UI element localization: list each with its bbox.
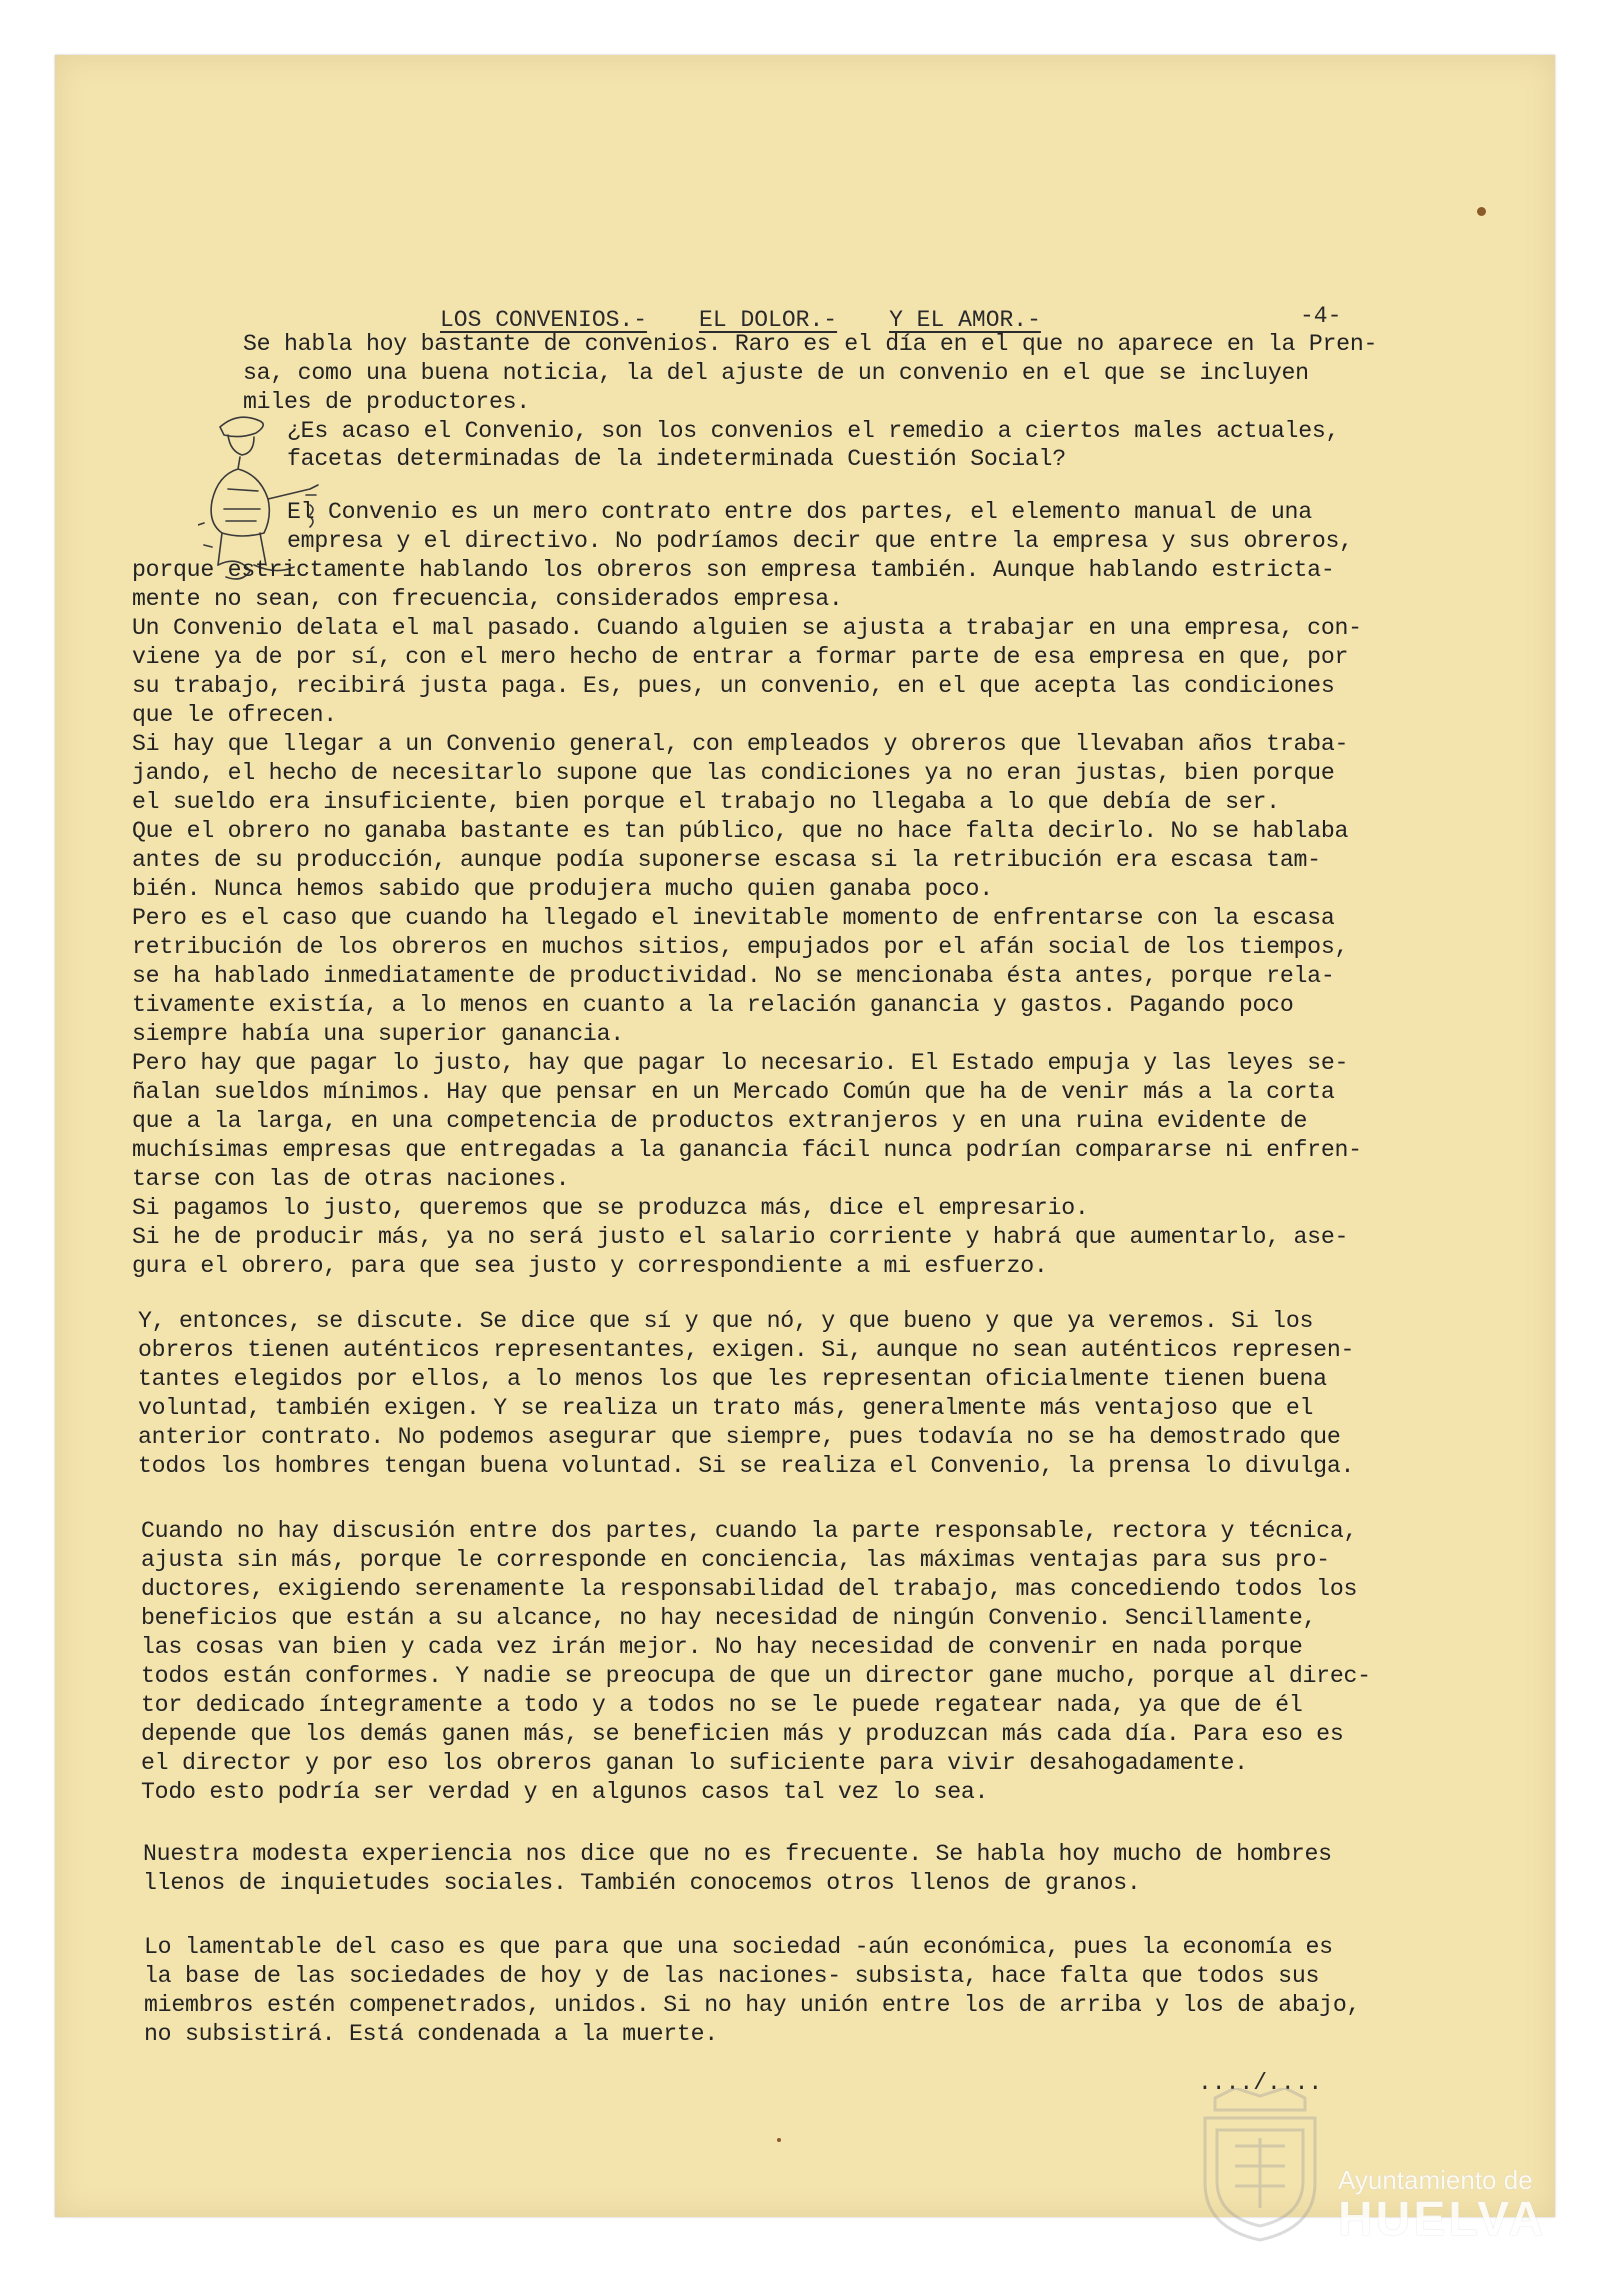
- text-line-29: tarse con las de otras naciones.: [132, 1166, 570, 1192]
- text-line-28: muchísimas empresas que entregadas a la ganancia fácil nunca podrían compararse ni enfren-: [132, 1137, 1362, 1163]
- text-line-13: que le ofrecen.: [132, 702, 337, 728]
- text-line-24: siempre había una superior ganancia.: [132, 1021, 624, 1047]
- watermark-line-2: HUELVA: [1338, 2193, 1547, 2246]
- watermark-line-1: Ayuntamiento de: [1338, 2165, 1533, 2195]
- page-number: -4-: [1300, 303, 1342, 329]
- text-line-53: miembros estén compenetrados, unidos. Si no hay unión entre los de arriba y los de abajo,: [144, 1992, 1361, 2018]
- heading-part-2: EL DOLOR.-: [699, 307, 838, 333]
- text-line-3: miles de productores.: [243, 389, 530, 415]
- text-line-17: Que el obrero no ganaba bastante es tan público, que no hace falta decirlo. No se hablaba: [132, 818, 1349, 844]
- text-line-2: sa, como una buena noticia, la del ajuste de un convenio en el que se incluyen: [243, 360, 1309, 386]
- text-line-21: retribución de los obreros en muchos sitios, empujados por el afán social de los tiempos,: [132, 934, 1349, 960]
- continuation-mark: ..../....: [1198, 2070, 1323, 2096]
- text-line-6: El Convenio es un mero contrato entre dos partes, el elemento manual de una: [287, 499, 1312, 525]
- text-line-32: gura el obrero, para que sea justo y correspondiente a mi esfuerzo.: [132, 1253, 1048, 1279]
- text-line-42: beneficios que están a su alcance, no hay necesidad de ningún Convenio. Sencillamente,: [141, 1605, 1317, 1631]
- text-line-49: Nuestra modesta experiencia nos dice que no es frecuente. Se habla hoy mucho de hombres: [143, 1841, 1332, 1867]
- text-line-7: empresa y el directivo. No podríamos decir que entre la empresa y sus obreros,: [287, 528, 1353, 554]
- ink-spot: [1477, 207, 1486, 216]
- text-line-46: depende que los demás ganen más, se beneficien más y produzcan más cada día. Para eso es: [141, 1721, 1344, 1747]
- text-line-22: se ha hablado inmediatamente de productividad. No se mencionaba ésta antes, porque rela-: [132, 963, 1335, 989]
- text-line-12: su trabajo, recibirá justa paga. Es, pues, un convenio, en el que acepta las condiciones: [132, 673, 1335, 699]
- heading-part-3: Y EL AMOR.-: [889, 307, 1041, 333]
- text-line-20: Pero es el caso que cuando ha llegado el inevitable momento de enfrentarse con la escasa: [132, 905, 1335, 931]
- heading-part-1: LOS CONVENIOS.-: [440, 307, 648, 333]
- text-line-38: todos los hombres tengan buena voluntad. Si se realiza el Convenio, la prensa lo divulga.: [138, 1453, 1355, 1479]
- text-line-41: ductores, exigiendo serenamente la responsabilidad del trabajo, mas concediendo todos los: [141, 1576, 1358, 1602]
- text-line-34: obreros tienen auténticos representantes, exigen. Si, aunque no sean auténticos represen-: [138, 1337, 1355, 1363]
- text-line-19: bién. Nunca hemos sabido que produjera mucho quien ganaba poco.: [132, 876, 993, 902]
- text-line-54: no subsistirá. Está condenada a la muerte.: [144, 2021, 718, 2047]
- text-line-31: Si he de producir más, ya no será justo el salario corriente y habrá que aumentarlo, ase-: [132, 1224, 1349, 1250]
- text-line-9: mente no sean, con frecuencia, considerados empresa.: [132, 586, 843, 612]
- text-line-44: todos están conformes. Y nadie se preocupa de que un director gane mucho, porque al direc-: [141, 1663, 1371, 1689]
- text-line-15: jando, el hecho de necesitarlo supone que las condiciones ya no eran justas, bien porque: [132, 760, 1335, 786]
- text-line-40: ajusta sin más, porque le corresponde en conciencia, las máximas ventajas para sus pro-: [141, 1547, 1330, 1573]
- text-line-23: tivamente existía, a lo menos en cuanto a la relación ganancia y gastos. Pagando poco: [132, 992, 1294, 1018]
- text-line-11: viene ya de por sí, con el mero hecho de entrar a formar parte de esa empresa en que, por: [132, 644, 1349, 670]
- text-line-1: Se habla hoy bastante de convenios. Raro es el día en el que no aparece en la Pren-: [243, 331, 1378, 357]
- article-heading: [440, 307, 1093, 333]
- archive-watermark: [1338, 2165, 1546, 2247]
- text-line-47: el director y por eso los obreros ganan lo suficiente para vivir desahogadamente.: [141, 1750, 1248, 1776]
- text-line-5: facetas determinadas de la indeterminada Cuestión Social?: [287, 446, 1066, 472]
- huelva-coat-of-arms-icon: [1195, 2088, 1325, 2243]
- text-line-36: voluntad, también exigen. Y se realiza un trato más, generalmente más ventajoso que el: [138, 1395, 1314, 1421]
- text-line-4: ¿Es acaso el Convenio, son los convenios el remedio a ciertos males actuales,: [287, 418, 1340, 444]
- text-line-35: tantes elegidos por ellos, a lo menos los que les representan oficialmente tienen buena: [138, 1366, 1327, 1392]
- text-line-50: llenos de inquietudes sociales. También conocemos otros llenos de granos.: [143, 1870, 1141, 1896]
- document-page: [55, 55, 1555, 2217]
- ink-spot: [777, 2138, 781, 2142]
- text-line-14: Si hay que llegar a un Convenio general, con empleados y obreros que llevaban años traba-: [132, 731, 1349, 757]
- text-line-51: Lo lamentable del caso es que para que una sociedad -aún económica, pues la economía es: [144, 1934, 1333, 1960]
- text-line-8: porque estrictamente hablando los obreros son empresa también. Aunque hablando estricta-: [132, 557, 1335, 583]
- text-line-25: Pero hay que pagar lo justo, hay que pagar lo necesario. El Estado empuja y las leyes se-: [132, 1050, 1349, 1076]
- text-line-45: tor dedicado íntegramente a todo y a todos no se le puede regatear nada, ya que de él: [141, 1692, 1303, 1718]
- text-line-43: las cosas van bien y cada vez irán mejor. No hay necesidad de convenir en nada porque: [141, 1634, 1303, 1660]
- text-line-33: Y, entonces, se discute. Se dice que sí y que nó, y que bueno y que ya veremos. Si los: [138, 1308, 1314, 1334]
- text-line-52: la base de las sociedades de hoy y de las naciones- subsista, hace falta que todos sus: [144, 1963, 1320, 1989]
- text-line-37: anterior contrato. No podemos asegurar que siempre, pues todavía no se ha demostrado que: [138, 1424, 1341, 1450]
- text-line-26: ñalan sueldos mínimos. Hay que pensar en un Mercado Común que ha de venir más a la corta: [132, 1079, 1335, 1105]
- text-line-30: Si pagamos lo justo, queremos que se produzca más, dice el empresario.: [132, 1195, 1089, 1221]
- text-line-27: que a la larga, en una competencia de productos extranjeros y en una ruina evidente de: [132, 1108, 1308, 1134]
- text-line-16: el sueldo era insuficiente, bien porque el trabajo no llegaba a lo que debía de ser.: [132, 789, 1280, 815]
- text-line-10: Un Convenio delata el mal pasado. Cuando alguien se ajusta a trabajar en una empresa, con-: [132, 615, 1362, 641]
- text-line-48: Todo esto podría ser verdad y en algunos casos tal vez lo sea.: [141, 1779, 989, 1805]
- text-line-18: antes de su producción, aunque podía suponerse escasa si la retribución era escasa tam-: [132, 847, 1321, 873]
- text-line-39: Cuando no hay discusión entre dos partes, cuando la parte responsable, rectora y técnica,: [141, 1518, 1358, 1544]
